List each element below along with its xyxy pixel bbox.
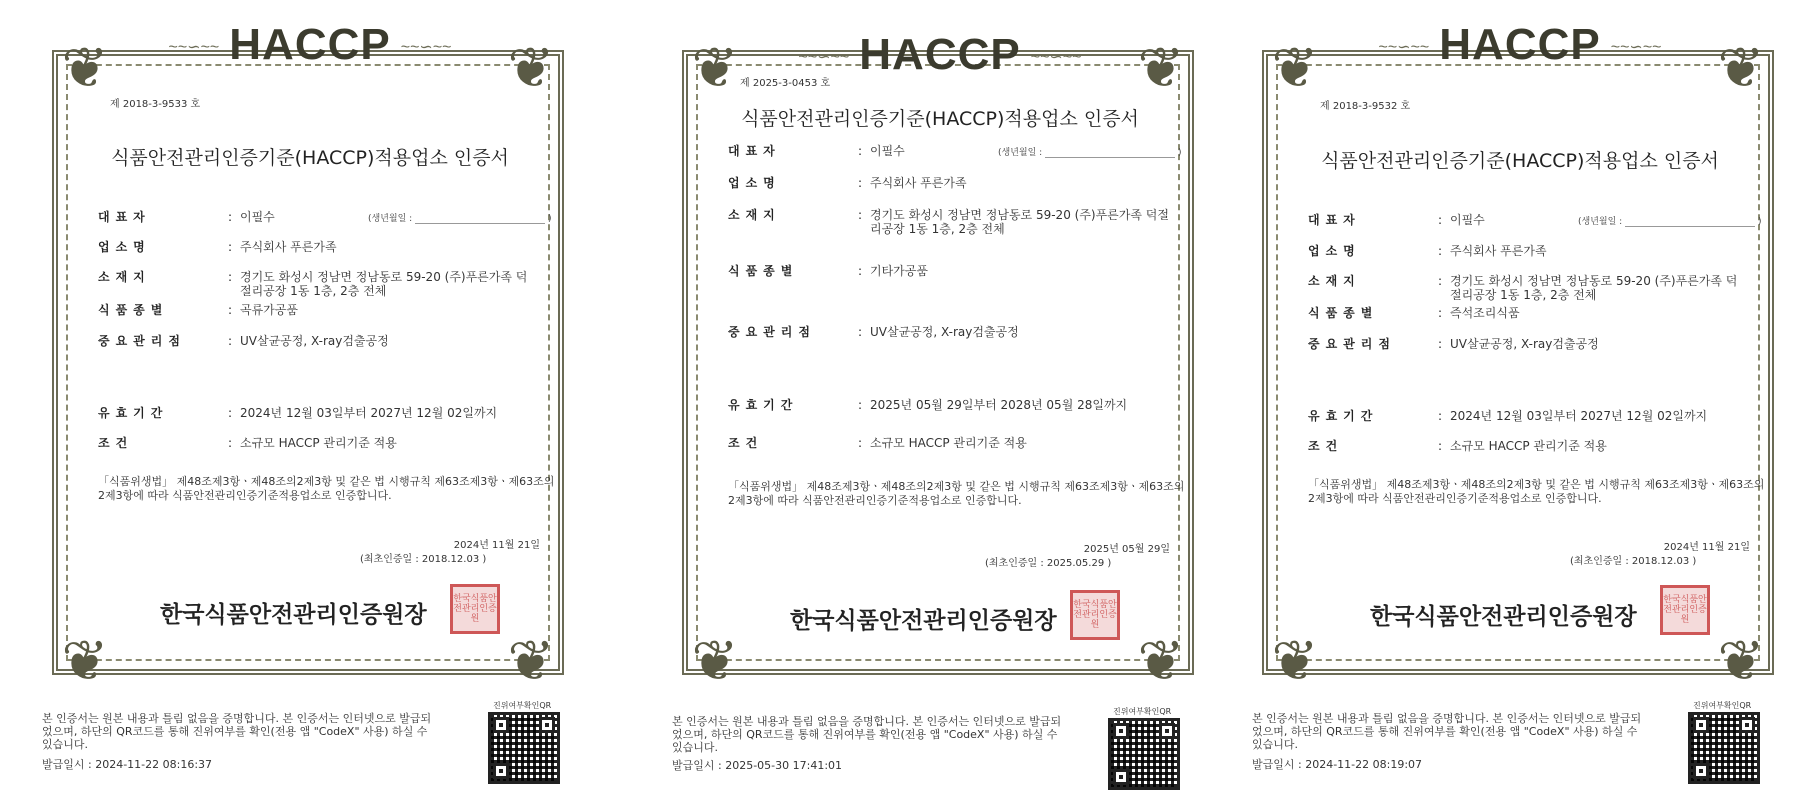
field-value: 2025년 05월 29일부터 2028년 05월 28일까지	[870, 398, 1128, 412]
haccp-header: ~~∽~~ HACCP ~~∽~~	[1378, 20, 1662, 69]
qr-code-icon[interactable]	[488, 712, 560, 784]
footer-note: 본 인증서는 원본 내용과 틀림 없음을 증명합니다. 본 인증서는 인터넷으로 발급되었으며, 하단의 QR코드를 통해 진위여부를 확인(전용 앱 "CodeX" 사용) 하실 수 있습니다.	[42, 712, 432, 751]
field-value: UV살균공정, X-ray검출공정	[870, 325, 1019, 339]
field-label: 소재지	[98, 270, 151, 284]
legal-statement: 「식품위생법」 제48조제3항ㆍ제48조의2제3항 및 같은 법 시행규칙 제63조제3항ㆍ제63조의2제3항에 따라 식품안전관리인증기준적용업소로 인증합니다.	[1308, 478, 1765, 505]
certificate-3: ❦ ❦ ❦ ❦ ~~∽~~ HACCP ~~∽~~ 제 2018-3-9532 호 식품안전관리인증기준(HACCP)적용업소 인증서 대표자 : 이필수 (생년월일 : ) 업소명 : 주식회사 푸른가족 소재지 : 경기도 화성시 정남면 정남동로 59-20 (주)푸른가족 덕절리공장 1동 1층, 2층 전체 식품종별 : 즉석조리식품 중요관리점 : UV살균공정, X-ray검출공정 유효기간 : 2024년 12월 03일부터 2027년 12월 02일까지 조건 : 소규모 HACCP 관리기준 적용 「식품위생법」 제48조제3항ㆍ제48조의2제3항 및 같은 법 시행규칙 제63조제3항ㆍ제63조의2제3항에 따라 식품안전관리인증기준적용업소로 인증합니다. 2024년 11월 21일 (최초인증일 : 2018.12.03 ) 한국식품안전관리인증원장 한국식품안전관리인증원 본 인증서는 원본 내용과 틀림 없음을 증명합니다. 본 인증서는 인터넷으로 발급되었으며, 하단의 QR코드를 통해 진위여부를 확인(전용 앱 "CodeX" 사용) 하실 수 있습니다. 발급일시 : 2024-11-22 08:19:07 진위여부확인QR	[1240, 0, 1800, 800]
issuer-name: 한국식품안전관리인증원장	[1370, 604, 1637, 630]
field-value: 이필수	[240, 210, 275, 224]
field-label: 업소명	[1308, 244, 1361, 258]
issued-at: 발급일시 : 2024-11-22 08:16:37	[42, 758, 213, 771]
birth-date: (생년월일 : )	[368, 214, 552, 224]
official-seal-icon: 한국식품안전관리인증원	[1070, 590, 1120, 640]
field-label: 중요관리점	[98, 334, 186, 348]
field-label: 유효기간	[98, 406, 169, 420]
issuer-name: 한국식품안전관리인증원장	[160, 602, 427, 628]
field-label: 대표자	[1308, 213, 1361, 227]
certificate-2: ❦ ❦ ❦ ❦ ~~∽~~ HACCP ~~∽~~ 제 2025-3-0453 호 식품안전관리인증기준(HACCP)적용업소 인증서 대표자 : 이필수 (생년월일 : ) 업소명 : 주식회사 푸른가족 소재지 : 경기도 화성시 정남면 정남동로 59-20 (주)푸른가족 덕절리공장 1동 1층, 2층 전체 식품종별 : 기타가공품 중요관리점 : UV살균공정, X-ray검출공정 유효기간 : 2025년 05월 29일부터 2028년 05월 28일까지 조건 : 소규모 HACCP 관리기준 적용 「식품위생법」 제48조제3항ㆍ제48조의2제3항 및 같은 법 시행규칙 제63조제3항ㆍ제63조의2제3항에 따라 식품안전관리인증기준적용업소로 인증합니다. 2025년 05월 29일 (최초인증일 : 2025.05.29 ) 한국식품안전관리인증원장 한국식품안전관리인증원 본 인증서는 원본 내용과 틀림 없음을 증명합니다. 본 인증서는 인터넷으로 발급되었으며, 하단의 QR코드를 통해 진위여부를 확인(전용 앱 "CodeX" 사용) 하실 수 있습니다. 발급일시 : 2025-05-30 17:41:01 진위여부확인QR	[660, 0, 1220, 800]
field-value: 주식회사 푸른가족	[870, 176, 967, 190]
birth-date: (생년월일 : )	[998, 148, 1182, 158]
certificate-number: 제 2018-3-9533 호	[110, 99, 201, 110]
qr-code-icon[interactable]	[1688, 712, 1760, 784]
corner-ornament-icon: ❦	[507, 36, 555, 101]
first-certification-date: (최초인증일 : 2018.12.03 )	[1570, 556, 1697, 567]
corner-ornament-icon: ❦	[1717, 36, 1765, 101]
qr-label: 진위여부확인QR	[1693, 701, 1752, 710]
official-seal-icon: 한국식품안전관리인증원	[450, 584, 500, 634]
field-label: 업소명	[98, 240, 151, 254]
field-value: 소규모 HACCP 관리기준 적용	[1450, 439, 1607, 453]
corner-ornament-icon: ❦	[61, 36, 109, 101]
field-label: 업소명	[728, 176, 781, 190]
field-value: 2024년 12월 03일부터 2027년 12월 02일까지	[240, 406, 498, 420]
field-value: 경기도 화성시 정남면 정남동로 59-20 (주)푸른가족 덕절리공장 1동 1층, 2층 전체	[1450, 274, 1738, 302]
field-label: 대표자	[98, 210, 151, 224]
issue-date: 2024년 11월 21일	[1663, 542, 1750, 553]
field-value: 경기도 화성시 정남면 정남동로 59-20 (주)푸른가족 덕절리공장 1동 1층, 2층 전체	[240, 270, 528, 298]
certificate-title: 식품안전관리인증기준(HACCP)적용업소 인증서	[1321, 150, 1719, 172]
certificate-title: 식품안전관리인증기준(HACCP)적용업소 인증서	[111, 147, 509, 169]
certificate-number: 제 2018-3-9532 호	[1320, 101, 1411, 112]
field-label: 조건	[1308, 439, 1344, 453]
first-certification-date: (최초인증일 : 2025.05.29 )	[985, 558, 1112, 569]
field-value: 곡류가공품	[240, 303, 298, 317]
corner-ornament-icon: ❦	[1137, 36, 1185, 101]
qr-label: 진위여부확인QR	[493, 701, 552, 710]
issued-at: 발급일시 : 2025-05-30 17:41:01	[672, 759, 843, 772]
issue-date: 2025년 05월 29일	[1083, 544, 1170, 555]
certificate-1: ❦ ❦ ❦ ❦ ~~∽~~ HACCP ~~∽~~ 제 2018-3-9533 호 식품안전관리인증기준(HACCP)적용업소 인증서 대표자 : 이필수 (생년월일 : ) 업소명 : 주식회사 푸른가족 소재지 : 경기도 화성시 정남면 정남동로 59-20 (주)푸른가족 덕절리공장 1동 1층, 2층 전체 식품종별 : 곡류가공품 중요관리점 : UV살균공정, X-ray검출공정 유효기간 : 2024년 12월 03일부터 2027년 12월 02일까지 조건 : 소규모 HACCP 관리기준 적용 「식품위생법」 제48조제3항ㆍ제48조의2제3항 및 같은 법 시행규칙 제63조제3항ㆍ제63조의2제3항에 따라 식품안전관리인증기준적용업소로 인증합니다. 2024년 11월 21일 (최초인증일 : 2018.12.03 ) 한국식품안전관리인증원장 한국식품안전관리인증원 본 인증서는 원본 내용과 틀림 없음을 증명합니다. 본 인증서는 인터넷으로 발급되었으며, 하단의 QR코드를 통해 진위여부를 확인(전용 앱 "CodeX" 사용) 하실 수 있습니다. 발급일시 : 2024-11-22 08:16:37 진위여부확인QR	[30, 0, 590, 800]
qr-label: 진위여부확인QR	[1113, 707, 1172, 716]
corner-ornament-icon: ❦	[691, 36, 739, 101]
footer-note: 본 인증서는 원본 내용과 틀림 없음을 증명합니다. 본 인증서는 인터넷으로 발급되었으며, 하단의 QR코드를 통해 진위여부를 확인(전용 앱 "CodeX" 사용) 하실 수 있습니다.	[1252, 712, 1642, 751]
field-label: 유효기간	[728, 398, 799, 412]
corner-ornament-icon: ❦	[1271, 629, 1319, 694]
certificate-title: 식품안전관리인증기준(HACCP)적용업소 인증서	[741, 108, 1139, 130]
issue-date: 2024년 11월 21일	[453, 540, 540, 551]
field-label: 중요관리점	[1308, 337, 1396, 351]
field-label: 소재지	[728, 208, 781, 222]
corner-ornament-icon: ❦	[1271, 36, 1319, 101]
legal-statement: 「식품위생법」 제48조제3항ㆍ제48조의2제3항 및 같은 법 시행규칙 제63조제3항ㆍ제63조의2제3항에 따라 식품안전관리인증기준적용업소로 인증합니다.	[98, 475, 555, 502]
field-label: 식품종별	[728, 264, 799, 278]
field-value: 소규모 HACCP 관리기준 적용	[240, 436, 397, 450]
field-value: 기타가공품	[870, 264, 928, 278]
official-seal-icon: 한국식품안전관리인증원	[1660, 585, 1710, 635]
field-value: UV살균공정, X-ray검출공정	[1450, 337, 1599, 351]
field-value: 주식회사 푸른가족	[240, 240, 337, 254]
field-label: 식품종별	[1308, 306, 1379, 320]
field-value: 경기도 화성시 정남면 정남동로 59-20 (주)푸른가족 덕절리공장 1동 1층, 2층 전체	[870, 208, 1169, 236]
field-value: UV살균공정, X-ray검출공정	[240, 334, 389, 348]
field-label: 조건	[98, 436, 134, 450]
footer-note: 본 인증서는 원본 내용과 틀림 없음을 증명합니다. 본 인증서는 인터넷으로 발급되었으며, 하단의 QR코드를 통해 진위여부를 확인(전용 앱 "CodeX" 사용) 하실 수 있습니다.	[672, 715, 1062, 754]
first-certification-date: (최초인증일 : 2018.12.03 )	[360, 554, 487, 565]
corner-ornament-icon: ❦	[691, 629, 739, 694]
birth-date: (생년월일 : )	[1578, 217, 1762, 227]
field-value: 이필수	[870, 144, 905, 158]
field-label: 대표자	[728, 144, 781, 158]
field-label: 유효기간	[1308, 409, 1379, 423]
field-value: 즉석조리식품	[1450, 306, 1520, 320]
field-value: 2024년 12월 03일부터 2027년 12월 02일까지	[1450, 409, 1708, 423]
haccp-header: ~~∽~~ HACCP ~~∽~~	[798, 30, 1082, 79]
field-value: 이필수	[1450, 213, 1485, 227]
corner-ornament-icon: ❦	[61, 629, 109, 694]
field-label: 중요관리점	[728, 325, 816, 339]
field-value: 주식회사 푸른가족	[1450, 244, 1547, 258]
qr-code-icon[interactable]	[1108, 718, 1180, 790]
issued-at: 발급일시 : 2024-11-22 08:19:07	[1252, 758, 1423, 771]
issuer-name: 한국식품안전관리인증원장	[790, 608, 1057, 634]
field-value: 소규모 HACCP 관리기준 적용	[870, 436, 1027, 450]
certificate-number: 제 2025-3-0453 호	[740, 78, 831, 89]
corner-ornament-icon: ❦	[1717, 629, 1765, 694]
corner-ornament-icon: ❦	[1137, 629, 1185, 694]
field-label: 조건	[728, 436, 764, 450]
field-label: 소재지	[1308, 274, 1361, 288]
corner-ornament-icon: ❦	[507, 629, 555, 694]
haccp-header: ~~∽~~ HACCP ~~∽~~	[168, 20, 452, 69]
field-label: 식품종별	[98, 303, 169, 317]
legal-statement: 「식품위생법」 제48조제3항ㆍ제48조의2제3항 및 같은 법 시행규칙 제63조제3항ㆍ제63조의2제3항에 따라 식품안전관리인증기준적용업소로 인증합니다.	[728, 480, 1185, 507]
